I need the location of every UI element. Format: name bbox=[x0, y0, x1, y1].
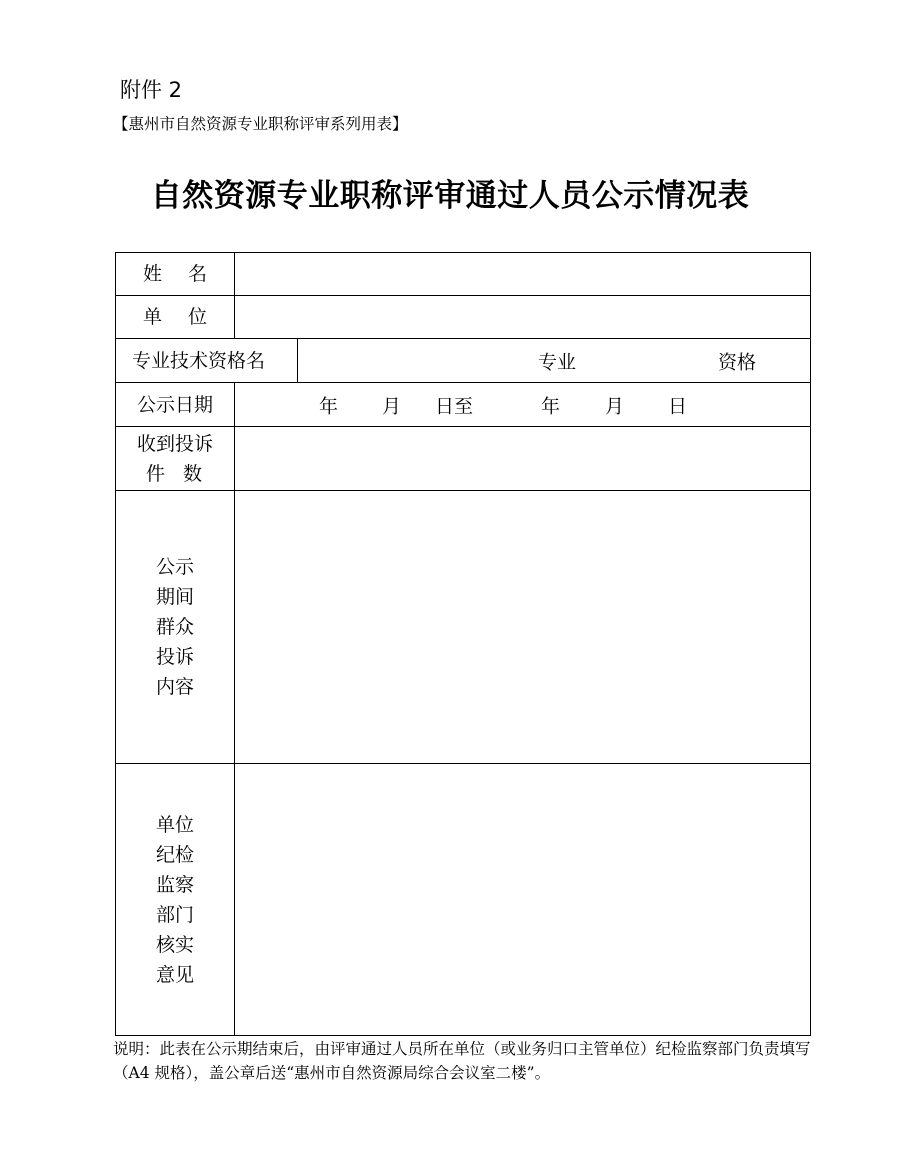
row-unit bbox=[116, 296, 811, 339]
date-month-1: 月 bbox=[382, 395, 402, 417]
complaint-content-label bbox=[116, 491, 235, 764]
complaint-content-line: 期间 bbox=[155, 586, 194, 608]
name-label: 姓 名 bbox=[116, 253, 235, 296]
series-label: 【惠州市自然资源专业职称评审系列用表】 bbox=[113, 115, 408, 133]
row-complaint-count bbox=[116, 427, 811, 491]
verification-line: 纪检 bbox=[155, 843, 194, 866]
qualification-label: 专业技术资格名 bbox=[116, 339, 298, 383]
complaint-content-line: 群众 bbox=[155, 616, 194, 638]
footnote: 说明：此表在公示期结束后，由评审通过人员所在单位（或业务归口主管单位）纪检监察部门负责填写（A4 规格），盖公章后送“惠州市自然资源局综合会议室二楼”。 bbox=[113, 1040, 811, 1082]
qualification-field[interactable] bbox=[298, 339, 811, 383]
date-day-to: 日至 bbox=[435, 395, 474, 417]
complaint-content-field[interactable] bbox=[235, 491, 811, 764]
row-verification bbox=[116, 764, 811, 1036]
verification-label bbox=[116, 764, 235, 1036]
verification-line: 核实 bbox=[155, 933, 194, 956]
name-field[interactable] bbox=[235, 253, 811, 296]
unit-field[interactable] bbox=[235, 296, 811, 339]
row-complaint-content bbox=[116, 491, 811, 764]
complaint-content-line: 投诉 bbox=[155, 646, 194, 668]
verification-line: 部门 bbox=[155, 903, 194, 926]
complaint-count-line-2: 件 数 bbox=[145, 462, 209, 485]
qualification-word: 资格 bbox=[718, 351, 757, 373]
date-day-2: 日 bbox=[668, 395, 688, 417]
date-month-2: 月 bbox=[605, 395, 625, 417]
verification-line: 单位 bbox=[155, 813, 194, 836]
page-title: 自然资源专业职称评审通过人员公示情况表 bbox=[150, 178, 750, 214]
major-word: 专业 bbox=[538, 351, 577, 373]
complaint-count-line-1: 收到投诉 bbox=[136, 432, 213, 455]
row-name bbox=[116, 253, 811, 296]
verification-line: 监察 bbox=[155, 873, 194, 896]
complaint-count-label bbox=[116, 427, 235, 491]
date-year-1: 年 bbox=[319, 395, 339, 417]
row-date bbox=[116, 383, 811, 427]
date-field[interactable] bbox=[235, 383, 811, 427]
complaint-content-line: 公示 bbox=[155, 556, 194, 578]
unit-label: 单 位 bbox=[116, 296, 235, 339]
complaint-content-line: 内容 bbox=[155, 676, 194, 698]
attachment-label: 附件 2 bbox=[120, 78, 183, 102]
verification-line: 意见 bbox=[155, 963, 194, 986]
row-qualification bbox=[116, 339, 811, 383]
publicity-form-table bbox=[115, 252, 811, 1036]
date-year-2: 年 bbox=[541, 395, 561, 417]
complaint-count-field[interactable] bbox=[235, 427, 811, 491]
date-label: 公示日期 bbox=[116, 383, 235, 427]
verification-field[interactable] bbox=[235, 764, 811, 1036]
